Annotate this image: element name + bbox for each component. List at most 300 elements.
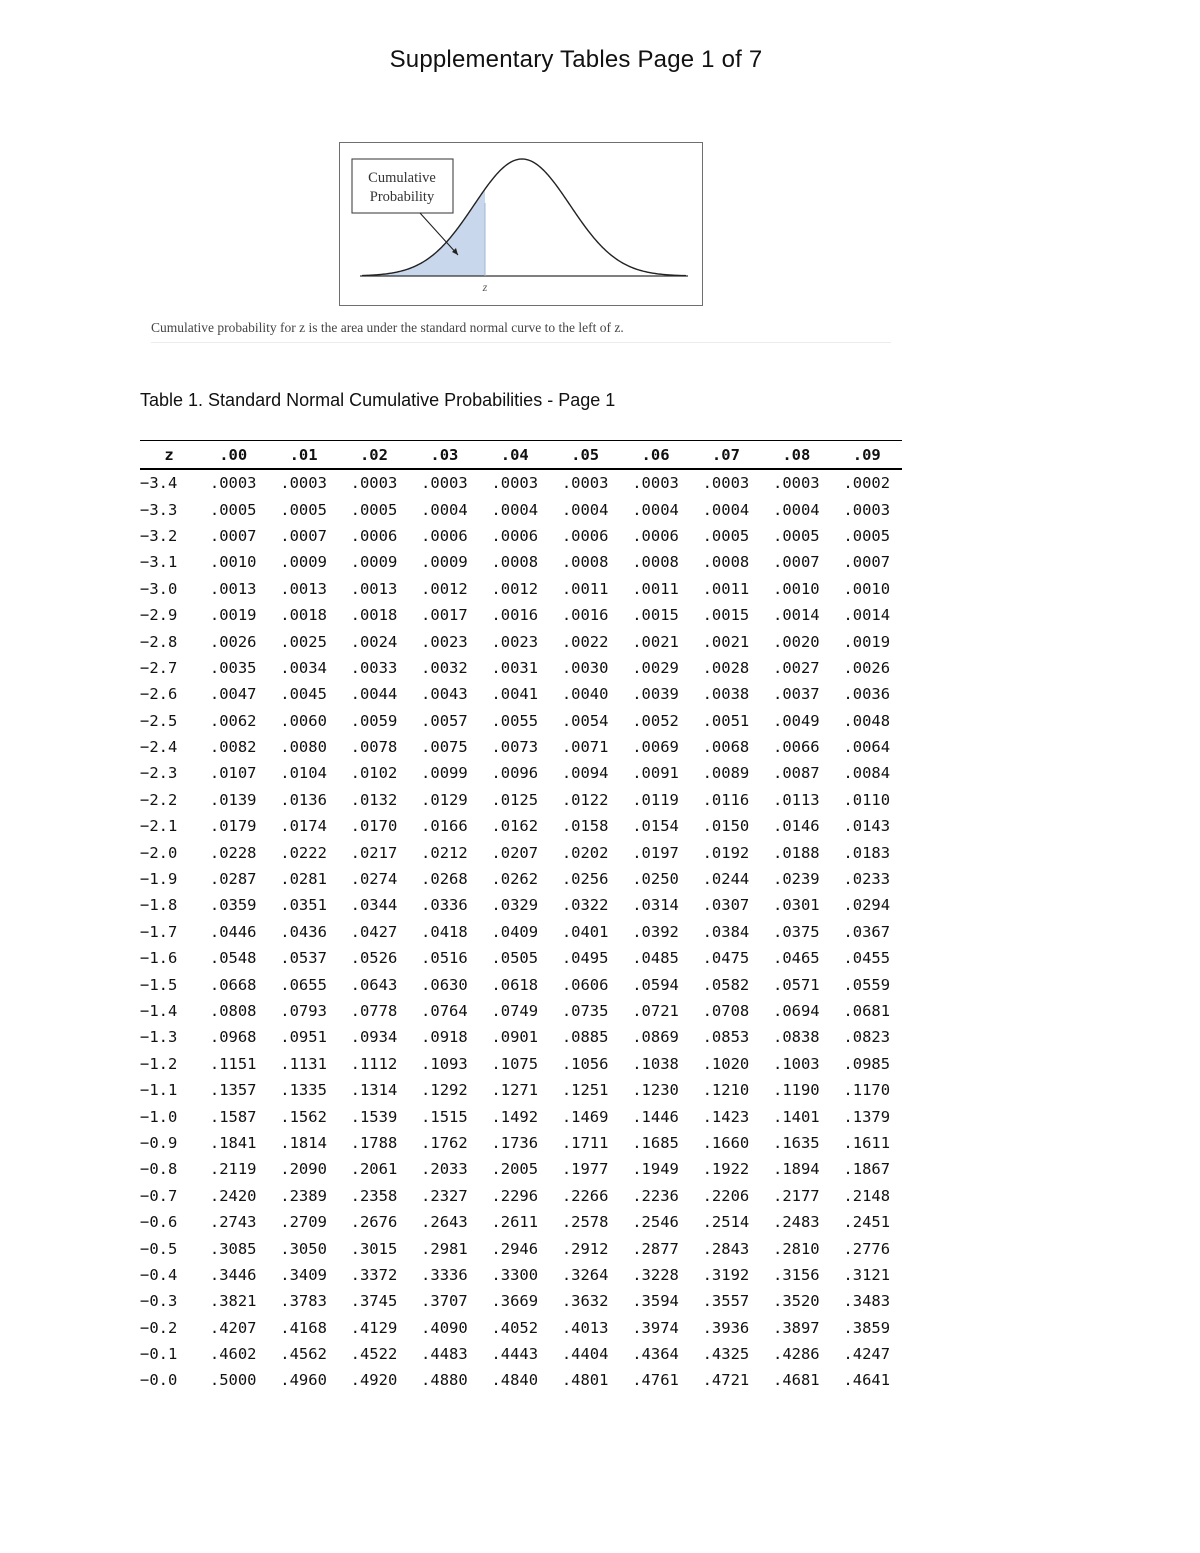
probability-cell: .0116 bbox=[702, 790, 750, 809]
probability-cell: .1587 bbox=[209, 1107, 257, 1126]
probability-cell: .1660 bbox=[702, 1133, 750, 1152]
column-header: .01 bbox=[268, 441, 338, 470]
table-row bbox=[140, 708, 902, 734]
z-value-cell: −3.0 bbox=[140, 579, 178, 598]
probability-cell: .2420 bbox=[209, 1186, 257, 1205]
probability-cell: .0985 bbox=[843, 1054, 891, 1073]
probability-cell: .3300 bbox=[491, 1265, 539, 1284]
probability-cell: .0008 bbox=[491, 553, 539, 572]
probability-cell: .4562 bbox=[280, 1345, 327, 1364]
probability-cell: .2810 bbox=[772, 1239, 820, 1258]
z-value-cell: −0.4 bbox=[140, 1265, 178, 1284]
table-row bbox=[140, 549, 902, 575]
probability-cell: .0017 bbox=[421, 606, 468, 625]
probability-cell: .0643 bbox=[350, 975, 398, 994]
probability-cell: .0004 bbox=[561, 500, 609, 519]
probability-cell: .0016 bbox=[561, 606, 609, 625]
probability-cell: .0003 bbox=[702, 474, 750, 493]
probability-cell: .2946 bbox=[491, 1239, 539, 1258]
probability-cell: .2327 bbox=[421, 1186, 468, 1205]
probability-cell: .0043 bbox=[421, 685, 468, 704]
probability-cell: .0037 bbox=[772, 685, 820, 704]
probability-cell: .1093 bbox=[421, 1054, 468, 1073]
probability-cell: .0351 bbox=[280, 896, 327, 915]
z-value-cell: −2.7 bbox=[140, 658, 178, 677]
probability-cell: .0044 bbox=[350, 685, 398, 704]
probability-cell: .1292 bbox=[421, 1081, 468, 1100]
probability-cell: .0505 bbox=[491, 949, 539, 968]
column-header: .02 bbox=[339, 441, 409, 470]
probability-cell: .0048 bbox=[843, 711, 891, 730]
probability-cell: .0039 bbox=[632, 685, 679, 704]
probability-cell: .0012 bbox=[421, 579, 468, 598]
probability-cell: .4602 bbox=[209, 1345, 257, 1364]
probability-cell: .1357 bbox=[209, 1081, 257, 1100]
z-value-cell: −0.8 bbox=[140, 1160, 178, 1179]
probability-cell: .2546 bbox=[632, 1213, 679, 1232]
probability-cell: .0089 bbox=[702, 764, 750, 783]
table-row bbox=[140, 734, 902, 760]
probability-cell: .0005 bbox=[350, 500, 398, 519]
z-value-cell: −0.1 bbox=[140, 1345, 178, 1364]
probability-cell: .1711 bbox=[561, 1133, 609, 1152]
z-value-cell: −0.6 bbox=[140, 1213, 178, 1232]
probability-cell: .0485 bbox=[632, 949, 679, 968]
probability-cell: .2358 bbox=[350, 1186, 398, 1205]
probability-cell: .0367 bbox=[843, 922, 891, 941]
probability-cell: .2709 bbox=[280, 1213, 327, 1232]
probability-cell: .0038 bbox=[702, 685, 750, 704]
probability-cell: .0003 bbox=[209, 474, 257, 493]
probability-cell: .1977 bbox=[561, 1160, 609, 1179]
probability-cell: .2033 bbox=[421, 1160, 468, 1179]
table-row bbox=[140, 1288, 902, 1314]
probability-cell: .0418 bbox=[421, 922, 468, 941]
probability-cell: .0003 bbox=[772, 474, 820, 493]
probability-cell: .0047 bbox=[209, 685, 257, 704]
probability-cell: .2296 bbox=[491, 1186, 539, 1205]
column-header: .05 bbox=[550, 441, 620, 470]
table-row bbox=[140, 1209, 902, 1235]
probability-cell: .0901 bbox=[491, 1028, 539, 1047]
probability-cell: .0011 bbox=[561, 579, 609, 598]
table-row bbox=[140, 469, 902, 496]
table-header-row bbox=[140, 441, 902, 470]
probability-cell: .3557 bbox=[702, 1292, 750, 1311]
table-row bbox=[140, 945, 902, 971]
probability-cell: .4364 bbox=[632, 1345, 679, 1364]
probability-cell: .0262 bbox=[491, 870, 539, 889]
z-value-cell: −2.9 bbox=[140, 606, 178, 625]
probability-cell: .0013 bbox=[350, 579, 398, 598]
probability-cell: .0495 bbox=[561, 949, 609, 968]
probability-cell: .4013 bbox=[561, 1318, 609, 1337]
column-header: .08 bbox=[761, 441, 831, 470]
probability-cell: .0708 bbox=[702, 1002, 750, 1020]
probability-cell: .0392 bbox=[632, 922, 679, 941]
probability-cell: .0212 bbox=[421, 843, 468, 862]
z-value-cell: −1.8 bbox=[140, 896, 178, 915]
probability-cell: .0250 bbox=[632, 870, 679, 889]
probability-cell: .1271 bbox=[491, 1081, 539, 1100]
probability-cell: .3821 bbox=[209, 1292, 257, 1311]
probability-cell: .0694 bbox=[772, 1002, 820, 1020]
probability-cell: .4443 bbox=[491, 1345, 539, 1364]
probability-cell: .2206 bbox=[702, 1186, 750, 1205]
z-value-cell: −1.0 bbox=[140, 1107, 178, 1126]
probability-cell: .0062 bbox=[209, 711, 257, 730]
probability-cell: .0025 bbox=[280, 632, 327, 651]
probability-cell: .1003 bbox=[772, 1054, 820, 1073]
probability-cell: .0192 bbox=[702, 843, 750, 862]
page-title: Supplementary Tables Page 1 of 7 bbox=[389, 46, 763, 73]
probability-cell: .0075 bbox=[421, 738, 468, 757]
probability-cell: .3015 bbox=[350, 1239, 398, 1258]
table-row bbox=[140, 839, 902, 865]
probability-cell: .0034 bbox=[280, 658, 327, 677]
probability-cell: .0006 bbox=[632, 526, 679, 545]
probability-cell: .1539 bbox=[350, 1107, 398, 1126]
normal-curve-svg bbox=[340, 143, 702, 305]
probability-cell: .0003 bbox=[421, 474, 468, 493]
probability-cell: .0094 bbox=[561, 764, 609, 783]
probability-cell: .0102 bbox=[350, 764, 398, 783]
probability-cell: .0516 bbox=[421, 949, 468, 968]
probability-cell: .0174 bbox=[280, 817, 327, 836]
label-line2: Probability bbox=[369, 189, 435, 205]
probability-cell: .0002 bbox=[843, 474, 891, 493]
table-row bbox=[140, 919, 902, 945]
z-value-cell: −0.5 bbox=[140, 1239, 178, 1258]
probability-cell: .0022 bbox=[561, 632, 609, 651]
probability-cell: .0005 bbox=[772, 526, 820, 545]
probability-cell: .2148 bbox=[843, 1186, 891, 1205]
z-value-cell: −3.1 bbox=[140, 553, 178, 572]
probability-cell: .3336 bbox=[421, 1265, 468, 1284]
table-row bbox=[140, 628, 902, 654]
probability-cell: .0778 bbox=[350, 1002, 398, 1020]
table-title: Table 1. Standard Normal Cumulative Probabilities - Page 1 bbox=[140, 390, 616, 410]
z-value-cell: −2.1 bbox=[140, 817, 178, 836]
probability-cell: .0239 bbox=[772, 870, 820, 889]
probability-cell: .0023 bbox=[491, 632, 539, 651]
probability-cell: .0091 bbox=[632, 764, 679, 783]
table-row bbox=[140, 523, 902, 549]
probability-cell: .0064 bbox=[843, 738, 891, 757]
probability-cell: .0749 bbox=[491, 1002, 539, 1020]
probability-cell: .0029 bbox=[632, 658, 679, 677]
probability-cell: .1894 bbox=[772, 1160, 820, 1179]
probability-cell: .0016 bbox=[491, 606, 539, 625]
probability-cell: .1685 bbox=[632, 1133, 679, 1152]
probability-cell: .1210 bbox=[702, 1081, 750, 1100]
probability-cell: .0006 bbox=[421, 526, 468, 545]
figure-caption: Cumulative probability for z is the area under the standard normal curve to the left of z. bbox=[151, 320, 891, 343]
probability-cell: .0110 bbox=[843, 790, 891, 809]
probability-cell: .0009 bbox=[421, 553, 468, 572]
probability-cell: .0014 bbox=[772, 606, 820, 625]
probability-cell: .0040 bbox=[561, 685, 609, 704]
z-value-cell: −3.3 bbox=[140, 500, 178, 519]
column-header: .03 bbox=[409, 441, 479, 470]
probability-cell: .0030 bbox=[561, 658, 609, 677]
column-header: .07 bbox=[691, 441, 761, 470]
probability-cell: .4801 bbox=[561, 1371, 609, 1390]
probability-cell: .0011 bbox=[632, 579, 679, 598]
probability-cell: .3707 bbox=[421, 1292, 468, 1311]
probability-cell: .0655 bbox=[280, 975, 327, 994]
probability-cell: .0119 bbox=[632, 790, 679, 809]
probability-cell: .3520 bbox=[772, 1292, 820, 1311]
probability-cell: .1379 bbox=[843, 1107, 891, 1126]
probability-cell: .0031 bbox=[491, 658, 539, 677]
probability-cell: .0301 bbox=[772, 896, 820, 915]
probability-cell: .0359 bbox=[209, 896, 257, 915]
probability-cell: .1075 bbox=[491, 1054, 539, 1073]
probability-cell: .1056 bbox=[561, 1054, 609, 1073]
z-value-cell: −1.6 bbox=[140, 949, 178, 968]
probability-cell: .0006 bbox=[561, 526, 609, 545]
probability-cell: .4325 bbox=[702, 1345, 750, 1364]
probability-cell: .0314 bbox=[632, 896, 679, 915]
probability-cell: .0681 bbox=[843, 1002, 891, 1020]
probability-cell: .0630 bbox=[421, 975, 468, 994]
table-row bbox=[140, 1077, 902, 1103]
probability-cell: .0268 bbox=[421, 870, 468, 889]
probability-cell: .1112 bbox=[350, 1054, 398, 1073]
probability-cell: .2061 bbox=[350, 1160, 398, 1179]
probability-cell: .3483 bbox=[843, 1292, 891, 1311]
probability-cell: .0028 bbox=[702, 658, 750, 677]
probability-cell: .0136 bbox=[280, 790, 327, 809]
probability-cell: .2912 bbox=[561, 1239, 609, 1258]
probability-cell: .1788 bbox=[350, 1133, 398, 1152]
probability-cell: .2451 bbox=[843, 1213, 891, 1232]
probability-cell: .0023 bbox=[421, 632, 468, 651]
probability-cell: .4052 bbox=[491, 1318, 539, 1337]
probability-cell: .0594 bbox=[632, 975, 679, 994]
probability-cell: .3632 bbox=[561, 1292, 609, 1311]
probability-cell: .1446 bbox=[632, 1107, 679, 1126]
probability-cell: .0007 bbox=[209, 526, 257, 545]
probability-cell: .0011 bbox=[702, 579, 750, 598]
probability-cell: .3228 bbox=[632, 1265, 679, 1284]
probability-cell: .0004 bbox=[772, 500, 820, 519]
z-value-cell: −1.5 bbox=[140, 975, 178, 994]
label-line1: Cumulative bbox=[368, 170, 436, 186]
probability-cell: .1469 bbox=[561, 1107, 609, 1126]
probability-cell: .0033 bbox=[350, 658, 398, 677]
probability-cell: .0122 bbox=[561, 790, 609, 809]
probability-cell: .3264 bbox=[561, 1265, 609, 1284]
probability-cell: .0015 bbox=[702, 606, 750, 625]
probability-cell: .0006 bbox=[491, 526, 539, 545]
probability-cell: .4761 bbox=[632, 1371, 679, 1390]
table-row bbox=[140, 971, 902, 997]
probability-cell: .0228 bbox=[209, 843, 257, 862]
table-body bbox=[140, 469, 902, 1394]
probability-cell: .4641 bbox=[843, 1371, 891, 1390]
table-row bbox=[140, 813, 902, 839]
probability-cell: .1562 bbox=[280, 1107, 327, 1126]
probability-cell: .1151 bbox=[209, 1054, 257, 1073]
probability-cell: .0384 bbox=[702, 922, 750, 941]
probability-cell: .0869 bbox=[632, 1028, 679, 1047]
z-axis-label: z bbox=[482, 280, 488, 294]
probability-cell: .0222 bbox=[280, 843, 327, 862]
probability-cell: .4129 bbox=[350, 1318, 398, 1337]
probability-cell: .1635 bbox=[772, 1133, 820, 1152]
probability-cell: .2119 bbox=[209, 1160, 257, 1179]
probability-cell: .0009 bbox=[280, 553, 327, 572]
probability-cell: .1190 bbox=[772, 1081, 820, 1100]
probability-cell: .0045 bbox=[280, 685, 327, 704]
probability-cell: .0021 bbox=[702, 632, 750, 651]
probability-cell: .2177 bbox=[772, 1186, 820, 1205]
probability-cell: .3372 bbox=[350, 1265, 398, 1284]
probability-cell: .0188 bbox=[772, 843, 820, 862]
probability-cell: .0041 bbox=[491, 685, 539, 704]
column-header-z: z bbox=[140, 441, 198, 470]
table-row bbox=[140, 866, 902, 892]
probability-cell: .0004 bbox=[702, 500, 750, 519]
probability-cell: .0021 bbox=[632, 632, 679, 651]
table-row bbox=[140, 1183, 902, 1209]
probability-cell: .0281 bbox=[280, 870, 327, 889]
probability-cell: .0049 bbox=[772, 711, 820, 730]
probability-cell: .0027 bbox=[772, 658, 820, 677]
probability-cell: .0582 bbox=[702, 975, 750, 994]
table-row bbox=[140, 602, 902, 628]
probability-cell: .0307 bbox=[702, 896, 750, 915]
probability-cell: .0007 bbox=[772, 553, 820, 572]
z-value-cell: −2.8 bbox=[140, 632, 178, 651]
probability-cell: .4404 bbox=[561, 1345, 609, 1364]
probability-cell: .3745 bbox=[350, 1292, 398, 1311]
probability-cell: .1335 bbox=[280, 1081, 327, 1100]
z-value-cell: −0.0 bbox=[140, 1371, 178, 1390]
probability-cell: .1949 bbox=[632, 1160, 679, 1179]
probability-cell: .0918 bbox=[421, 1028, 468, 1047]
column-header: .00 bbox=[198, 441, 268, 470]
probability-cell: .0207 bbox=[491, 843, 539, 862]
probability-cell: .3192 bbox=[702, 1265, 750, 1284]
probability-cell: .0618 bbox=[491, 975, 539, 994]
probability-cell: .0066 bbox=[772, 738, 820, 757]
z-value-cell: −2.3 bbox=[140, 764, 178, 783]
probability-cell: .0087 bbox=[772, 764, 820, 783]
probability-cell: .2266 bbox=[561, 1186, 609, 1205]
probability-cell: .0084 bbox=[843, 764, 891, 783]
z-table bbox=[140, 440, 902, 1394]
probability-cell: .0401 bbox=[561, 922, 609, 941]
probability-cell: .0436 bbox=[280, 922, 327, 941]
table-row bbox=[140, 1051, 902, 1077]
probability-cell: .3446 bbox=[209, 1265, 257, 1284]
probability-cell: .0793 bbox=[280, 1002, 327, 1020]
probability-cell: .0096 bbox=[491, 764, 539, 783]
probability-cell: .0526 bbox=[350, 949, 398, 968]
probability-cell: .0010 bbox=[772, 579, 820, 598]
table-row bbox=[140, 760, 902, 786]
probability-cell: .4920 bbox=[350, 1371, 398, 1390]
probability-cell: .0202 bbox=[561, 843, 609, 862]
probability-cell: .0170 bbox=[350, 817, 398, 836]
probability-cell: .3594 bbox=[632, 1292, 679, 1311]
probability-cell: .0244 bbox=[702, 870, 750, 889]
probability-cell: .0808 bbox=[209, 1002, 257, 1020]
probability-cell: .0139 bbox=[209, 790, 257, 809]
probability-cell: .1736 bbox=[491, 1133, 539, 1152]
table-row bbox=[140, 1262, 902, 1288]
column-header: .04 bbox=[480, 441, 550, 470]
table-row bbox=[140, 1315, 902, 1341]
z-value-cell: −0.7 bbox=[140, 1186, 178, 1205]
probability-cell: .0571 bbox=[772, 975, 820, 994]
probability-cell: .0446 bbox=[209, 922, 257, 941]
probability-cell: .0179 bbox=[209, 817, 257, 836]
probability-cell: .0287 bbox=[209, 870, 257, 889]
z-value-cell: −1.7 bbox=[140, 922, 178, 941]
probability-cell: .1611 bbox=[843, 1133, 891, 1152]
probability-cell: .0764 bbox=[421, 1002, 468, 1020]
probability-cell: .0150 bbox=[702, 817, 750, 836]
probability-cell: .2090 bbox=[280, 1160, 327, 1179]
probability-cell: .0951 bbox=[280, 1028, 327, 1047]
probability-cell: .0162 bbox=[491, 817, 539, 836]
probability-cell: .1492 bbox=[491, 1107, 539, 1126]
probability-cell: .4286 bbox=[772, 1345, 820, 1364]
probability-cell: .4168 bbox=[280, 1318, 327, 1337]
probability-cell: .0154 bbox=[632, 817, 679, 836]
table-row bbox=[140, 576, 902, 602]
probability-cell: .2483 bbox=[772, 1213, 820, 1232]
probability-cell: .2514 bbox=[702, 1213, 750, 1232]
probability-cell: .0003 bbox=[843, 500, 891, 519]
probability-cell: .3050 bbox=[280, 1239, 327, 1258]
probability-cell: .3783 bbox=[280, 1292, 327, 1311]
probability-cell: .1762 bbox=[421, 1133, 468, 1152]
probability-cell: .0197 bbox=[632, 843, 679, 862]
z-value-cell: −1.9 bbox=[140, 870, 178, 889]
probability-cell: .0375 bbox=[772, 922, 820, 941]
probability-cell: .1401 bbox=[772, 1107, 820, 1126]
table-row bbox=[140, 1130, 902, 1156]
probability-cell: .0055 bbox=[491, 711, 539, 730]
probability-cell: .0057 bbox=[421, 711, 468, 730]
table-row bbox=[140, 1024, 902, 1050]
probability-cell: .1423 bbox=[702, 1107, 750, 1126]
probability-cell: .2578 bbox=[561, 1213, 609, 1232]
probability-cell: .0080 bbox=[280, 738, 327, 757]
z-value-cell: −0.9 bbox=[140, 1133, 178, 1152]
probability-cell: .0217 bbox=[350, 843, 398, 862]
z-value-cell: −1.4 bbox=[140, 1002, 178, 1020]
probability-cell: .0082 bbox=[209, 738, 257, 757]
z-value-cell: −2.0 bbox=[140, 843, 178, 862]
probability-cell: .2981 bbox=[421, 1239, 468, 1258]
z-value-cell: −2.2 bbox=[140, 790, 178, 809]
probability-cell: .2743 bbox=[209, 1213, 257, 1232]
probability-cell: .2643 bbox=[421, 1213, 468, 1232]
probability-cell: .0004 bbox=[632, 500, 679, 519]
probability-cell: .0003 bbox=[350, 474, 398, 493]
probability-cell: .0003 bbox=[280, 474, 327, 493]
probability-cell: .0146 bbox=[772, 817, 820, 836]
probability-cell: .2776 bbox=[843, 1239, 891, 1258]
normal-curve-figure bbox=[339, 142, 703, 306]
probability-cell: .0014 bbox=[843, 606, 891, 625]
